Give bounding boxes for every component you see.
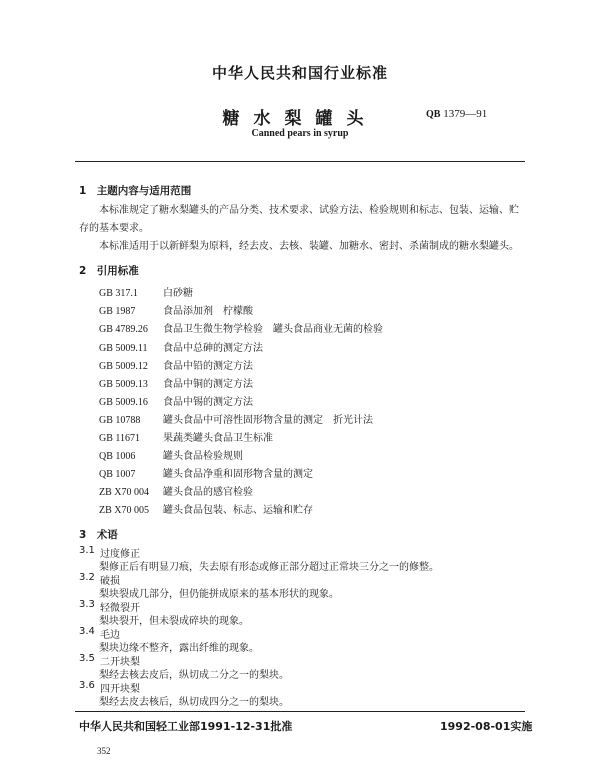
reference-title: 罐头食品包装、标志、运输和贮存 [163, 505, 313, 516]
english-title: Canned pears in syrup [251, 128, 349, 139]
reference-item [99, 357, 253, 372]
reference-item [99, 375, 253, 390]
standard-code [426, 108, 487, 120]
effective-date: 1992-08-01实施 [440, 720, 533, 733]
reference-title: 食品中总砷的测定方法 [163, 343, 263, 354]
section-heading-terms: 3 术语 [79, 529, 118, 541]
term-number: 3.6 [79, 680, 95, 691]
term-number: 3.2 [79, 572, 95, 583]
reference-item [99, 339, 263, 354]
term-definition: 梨块边缘不整齐，露出纤维的现象。 [99, 643, 259, 654]
reference-item [99, 429, 273, 444]
reference-title: 食品中铜的测定方法 [163, 379, 253, 390]
reference-title: 罐头食品中可溶性固形物含量的测定 折光计法 [163, 415, 373, 426]
reference-code: GB 5009.12 [99, 361, 148, 372]
section-heading-scope: 1 主题内容与适用范围 [79, 185, 192, 197]
reference-title: 食品添加剂 柠檬酸 [163, 306, 253, 317]
footer-divider [75, 711, 525, 712]
reference-code: GB 5009.16 [99, 397, 148, 408]
reference-title: 白砂糖 [163, 288, 193, 299]
reference-item [99, 465, 313, 480]
approval-statement: 中华人民共和国轻工业部1991-12-31批准 [79, 720, 293, 733]
reference-title: 罐头食品检验规则 [163, 451, 243, 462]
reference-title: 罐头食品净重和固形物含量的测定 [163, 469, 313, 480]
term-number: 3.3 [79, 599, 95, 610]
reference-title: 罐头食品的感官检验 [163, 487, 253, 498]
reference-code: GB 5009.11 [99, 343, 148, 354]
reference-code: GB 317.1 [99, 288, 138, 299]
standard-code-prefix: QB [426, 109, 441, 120]
term-number: 3.5 [79, 653, 95, 664]
reference-title: 果蔬类罐头食品卫生标准 [163, 433, 273, 444]
header-divider [75, 161, 525, 162]
term-name: 二开块梨 [100, 657, 140, 668]
standard-code-number: 1379—91 [443, 108, 488, 120]
reference-item [99, 320, 383, 335]
term-number: 3.4 [79, 626, 95, 637]
term-name: 毛边 [100, 630, 120, 641]
term-name: 四开块梨 [100, 684, 140, 695]
term-name: 破损 [100, 576, 120, 587]
term-definition: 梨修正后有明显刀痕，失去原有形态或修正部分超过正常块三分之一的修整。 [99, 562, 439, 573]
reference-code: GB 10788 [99, 415, 141, 426]
reference-item [99, 447, 243, 462]
reference-item [99, 284, 193, 299]
reference-code: QB 1007 [99, 469, 136, 480]
page-number: 352 [97, 746, 111, 756]
reference-code: GB 5009.13 [99, 379, 148, 390]
reference-code: GB 1987 [99, 306, 136, 317]
issuer-title: 中华人民共和国行业标准 [211, 64, 388, 82]
reference-code: ZB X70 004 [99, 487, 149, 498]
reference-item [99, 411, 373, 426]
reference-item [99, 483, 253, 498]
term-definition: 梨经去皮去核后，纵切成四分之一的梨块。 [99, 697, 289, 708]
reference-title: 食品卫生微生物学检验 罐头食品商业无菌的检验 [163, 324, 383, 335]
reference-item [99, 501, 313, 516]
reference-code: ZB X70 005 [99, 505, 149, 516]
reference-code: QB 1006 [99, 451, 136, 462]
term-definition: 梨块裂成几部分，但仍能拼成原来的基本形状的现象。 [99, 589, 339, 600]
term-name: 轻微裂开 [100, 603, 140, 614]
term-name: 过度修正 [100, 549, 140, 560]
reference-item [99, 302, 253, 317]
reference-code: GB 4789.26 [99, 324, 148, 335]
term-number: 3.1 [79, 545, 95, 556]
term-definition: 梨经去核去皮后，纵切成二分之一的梨块。 [99, 670, 289, 681]
scope-paragraph-1: 本标准规定了糖水梨罐头的产品分类、技术要求、试验方法、检验规则和标志、包装、运输、贮存的基本要求。 [79, 205, 519, 234]
reference-title: 食品中铅的测定方法 [163, 361, 253, 372]
section-heading-references: 2 引用标准 [79, 265, 139, 277]
reference-code: GB 11671 [99, 433, 141, 444]
term-definition: 梨块裂开，但未裂成碎块的现象。 [99, 616, 249, 627]
document-title: 糖水梨罐头 [222, 109, 378, 129]
reference-item [99, 393, 253, 408]
reference-title: 食品中锡的测定方法 [163, 397, 253, 408]
scope-paragraph-2: 本标准适用于以新鲜梨为原料，经去皮、去核、装罐、加糖水、密封、杀菌制成的糖水梨罐头。 [99, 241, 519, 252]
